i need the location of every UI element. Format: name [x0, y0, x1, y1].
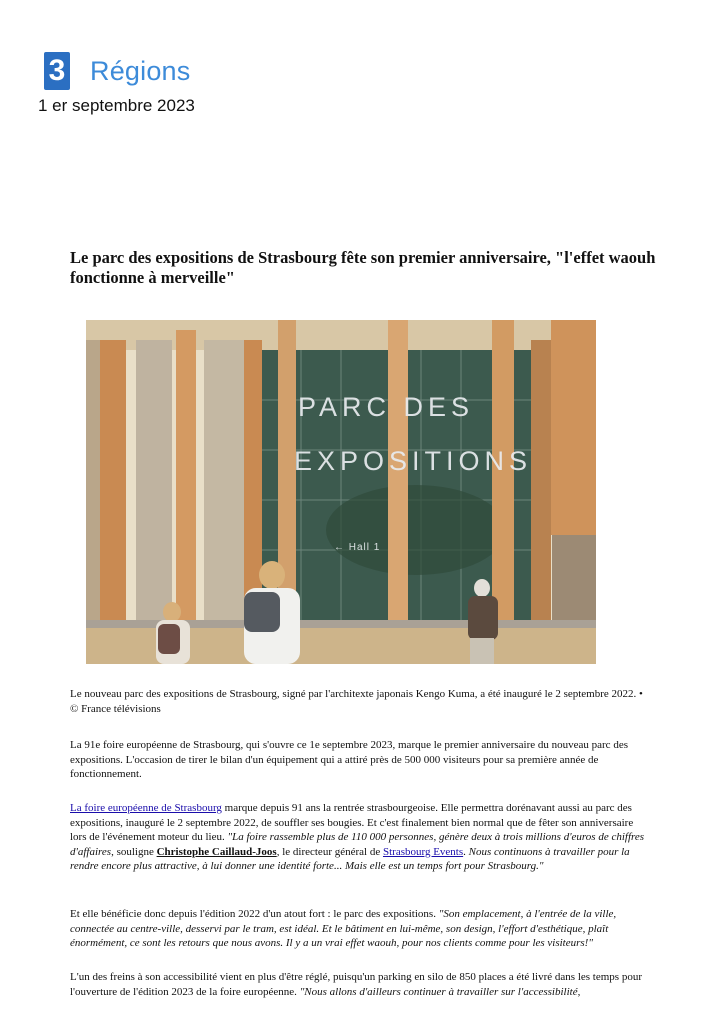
p3-quote: "Son emplacement, à l'entrée de la ville, connectée au centre-ville, desservi par le tram, est idéal. Et le bâtiment en lui-même, son design, l'effort d'esthétique, plaît énormément, ce sont les retours que nous avons. Il y a un vrai effet waouh, pour nos clients comme pour les visiteurs!": [70, 908, 617, 949]
p3-text1: Et elle bénéficie donc depuis l'édition 2022 d'un atout fort : le parc des expositions.: [70, 908, 439, 920]
paragraph-4: [70, 970, 650, 999]
p2-text1: marque depuis 91 ans la rentrée strasbourgeoise. Elle permettra dorénavant aussi au parc des expositions, inauguré le 2 septembre 2022, de souffler ses bougies. Et c'est finalement bien normal que de fêter son anniversaire lors de l'événement moteur du lieu.: [70, 802, 634, 843]
article-headline: Le parc des expositions de Strasbourg fête son premier anniversaire, "l'effet waouh fonctionne à merveille": [70, 248, 656, 287]
article-photo: [86, 320, 596, 664]
france3-logo-mark: 3: [44, 52, 70, 90]
p2-quote1: "La foire rassemble plus de 110 000 personnes, génère deux à trois millions d'euros de chiffres d'affaires: [70, 831, 645, 858]
p4-text1: L'un des freins à son accessibilité vient en plus d'être réglé, puisqu'un parking en silo de 850 places a été livré dans les temps pour l'ouverture de l'édition 2023 de la foire européenne.: [70, 971, 642, 998]
publication-date: 1 er septembre 2023: [38, 96, 195, 115]
p2-text3: , le directeur général de: [276, 845, 383, 858]
france3-regions-logo[interactable]: [44, 52, 190, 90]
regions-logo-text: Régions: [90, 55, 191, 86]
p2-text4: .: [463, 845, 469, 858]
exhibition-hall-illustration: [86, 320, 596, 664]
person-name: Christophe Caillaud-Joos: [156, 845, 277, 858]
sign-parc-des: PARC DES: [298, 392, 475, 422]
photo-caption: Le nouveau parc des expositions de Strasbourg, signé par l'architexte japonais Kengo Kuma, a été inauguré le 2 septembre 2022. • © France télévisions: [70, 688, 643, 715]
p2-text2: , souligne: [111, 845, 157, 858]
link-strasbourg-events[interactable]: Strasbourg Events: [382, 845, 464, 858]
intro-paragraph: La 91e foire européenne de Strasbourg, qui s'ouvre ce 1e septembre 2023, marque le premier anniversaire du nouveau parc des expositions. L'occasion de tirer le bilan d'un équipement qui a attiré près de 500 000 visiteurs pour sa première année de fonctionnement.: [70, 739, 628, 780]
paragraph-3: [70, 907, 650, 951]
sign-expositions: EXPOSITIONS: [294, 446, 533, 476]
p4-quote: "Nous allons d'ailleurs continuer à travailler sur l'accessibilité,: [299, 985, 581, 998]
link-foire-europeenne[interactable]: La foire européenne de Strasbourg: [70, 802, 222, 814]
paragraph-2: [70, 801, 650, 874]
sign-hall: ← Hall 1: [334, 542, 381, 553]
p2-quote2: Nous continuons à travailler pour la rendre encore plus attractive, à lui donner une identité forte... Mais elle est un temps fort pour Strasbourg.": [70, 845, 630, 872]
